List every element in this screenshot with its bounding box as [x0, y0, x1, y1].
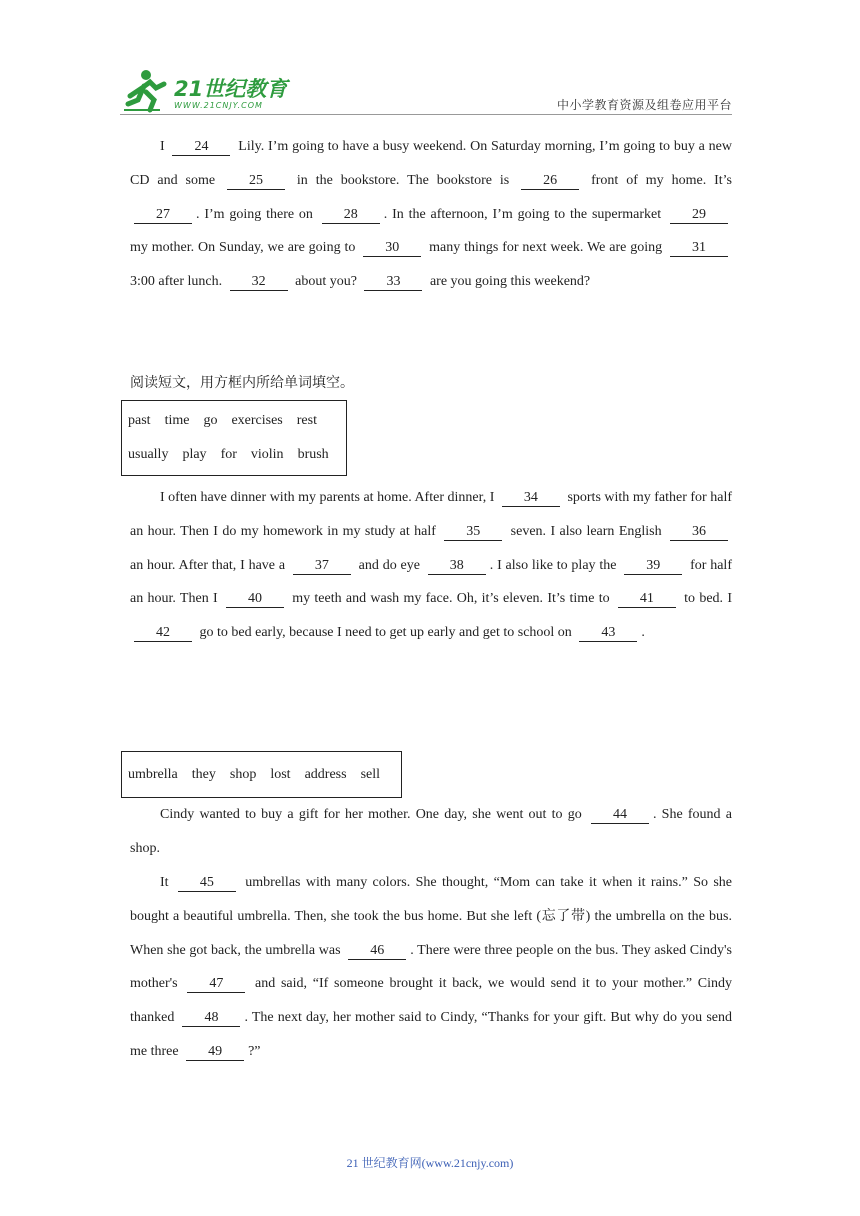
word-option: lost: [270, 767, 291, 782]
passage-text: are you going this weekend?: [426, 274, 591, 290]
answer-blank-35[interactable]: 35: [444, 524, 502, 541]
word-option: for: [220, 447, 237, 462]
passage-text: ?”: [248, 1043, 261, 1059]
answer-blank-28[interactable]: 28: [322, 207, 380, 224]
answer-blank-49[interactable]: 49: [186, 1044, 244, 1061]
passage-text: front of my home. It’s: [583, 172, 732, 188]
word-option: time: [164, 413, 190, 428]
answer-blank-41[interactable]: 41: [618, 591, 676, 608]
passage-text: I: [160, 139, 169, 154]
answer-blank-45[interactable]: 45: [178, 875, 236, 892]
word-option: rest: [296, 413, 317, 428]
answer-blank-24[interactable]: 24: [172, 139, 230, 156]
page-footer: 21 世纪教育网(www.21cnjy.com): [346, 1156, 514, 1170]
word-option: shop: [229, 767, 257, 782]
logo-runner-icon: [120, 66, 300, 114]
passage-text: and said, “If someone brought it back, we would send it to your mother.” Cindy thanked: [130, 976, 732, 1026]
passage-text: and do eye: [354, 557, 424, 573]
answer-blank-27[interactable]: 27: [134, 207, 192, 224]
word-option: umbrella: [128, 767, 178, 782]
word-box-1-row-1: [128, 404, 340, 438]
answer-blank-43[interactable]: 43: [579, 625, 637, 642]
word-box-2-row-1: [128, 758, 395, 792]
header-tagline: 中小学教育资源及组卷应用平台: [556, 98, 732, 112]
answer-blank-47[interactable]: 47: [187, 976, 245, 993]
passage-text: It: [160, 875, 174, 890]
answer-blank-39[interactable]: 39: [624, 558, 682, 575]
word-option: go: [203, 413, 218, 428]
answer-blank-40[interactable]: 40: [226, 591, 284, 608]
word-option: past: [128, 413, 151, 428]
word-option: exercises: [231, 413, 283, 428]
word-option: play: [182, 447, 207, 462]
word-option: address: [304, 767, 347, 782]
passage-text: sports with my father for half an hour. Then I do my homework in my study at half: [130, 490, 733, 539]
passage-text: an hour. After that, I have a: [130, 557, 289, 573]
passage-text: . I’m going there on: [196, 206, 318, 222]
word-option: usually: [128, 447, 169, 462]
passage-text: . The next day, her mother said to Cindy, “Thanks for your gift. But why do you send me three: [130, 1010, 732, 1059]
word-box-1: [121, 400, 347, 476]
passage-text: seven. I also learn English: [506, 523, 666, 539]
header-divider: [120, 114, 732, 115]
word-box-2: [121, 751, 402, 798]
answer-blank-37[interactable]: 37: [293, 558, 351, 575]
passage-2: [130, 481, 732, 650]
answer-blank-48[interactable]: 48: [182, 1010, 240, 1027]
answer-blank-32[interactable]: 32: [230, 274, 288, 291]
passage-3-paragraph-2: [130, 866, 732, 1069]
answer-blank-25[interactable]: 25: [227, 173, 285, 190]
passage-text: 3:00 after lunch.: [130, 274, 226, 290]
passage-text: umbrellas with many colors. She thought, “Mom can take it when it rains.” So she bought a beautiful umbrella. Then, she took the bus home. But she left (忘了带) the umbrella on the bus. When she got back, the umbrella was: [130, 875, 733, 958]
answer-blank-38[interactable]: 38: [428, 558, 486, 575]
passage-text: my teeth and wash my face. Oh, it’s eleven. It’s time to: [287, 591, 614, 607]
answer-blank-42[interactable]: 42: [134, 625, 192, 642]
answer-blank-30[interactable]: 30: [363, 240, 421, 257]
answer-blank-31[interactable]: 31: [670, 240, 728, 257]
passage-text: about you?: [291, 274, 361, 290]
site-logo: [120, 66, 300, 114]
passage-text: .: [641, 625, 645, 641]
answer-blank-36[interactable]: 36: [670, 524, 728, 541]
word-option: brush: [297, 447, 329, 462]
word-option: sell: [360, 767, 381, 782]
passage-text: Cindy wanted to buy a gift for her mother. One day, she went out to go: [160, 807, 587, 822]
passage-text: to bed. I: [679, 591, 733, 607]
answer-blank-44[interactable]: 44: [591, 807, 649, 824]
instruction-text: 阅读短文，用方框内所给单词填空。: [130, 375, 354, 391]
svg-text:WWW.21CNJY.COM: WWW.21CNJY.COM: [174, 101, 263, 110]
svg-text:21世纪教育: 21世纪教育: [174, 77, 288, 101]
word-option: violin: [250, 447, 284, 462]
answer-blank-26[interactable]: 26: [521, 173, 579, 190]
page-header: [120, 66, 732, 114]
passage-text: my mother. On Sunday, we are going to: [130, 240, 360, 256]
passage-text: . There were three people on the bus. They asked Cindy's mother's: [130, 942, 732, 992]
passage-text: go to bed early, because I need to get up early and get to school on: [196, 625, 576, 641]
answer-blank-29[interactable]: 29: [670, 207, 728, 224]
word-option: they: [191, 767, 216, 782]
answer-blank-33[interactable]: 33: [364, 274, 422, 291]
passage-text: . In the afternoon, I’m going to the supermarket: [383, 206, 666, 222]
passage-1: [130, 130, 732, 299]
passage-3-paragraph-1: [130, 798, 732, 866]
passage-text: I often have dinner with my parents at home. After dinner, I: [160, 490, 498, 505]
passage-text: in the bookstore. The bookstore is: [288, 172, 518, 188]
passage-text: Lily. I’m going to have a busy weekend. On Saturday morning, I’m going to buy a new CD and some: [130, 139, 732, 188]
passage-text: many things for next week. We are going: [425, 240, 666, 256]
passage-text: . I also like to play the: [489, 557, 621, 573]
answer-blank-34[interactable]: 34: [502, 490, 560, 507]
passage-text: . She found a shop.: [130, 807, 732, 856]
word-box-1-row-2: [128, 438, 340, 472]
answer-blank-46[interactable]: 46: [348, 943, 406, 960]
passage-text: for half an hour. Then I: [130, 557, 732, 607]
